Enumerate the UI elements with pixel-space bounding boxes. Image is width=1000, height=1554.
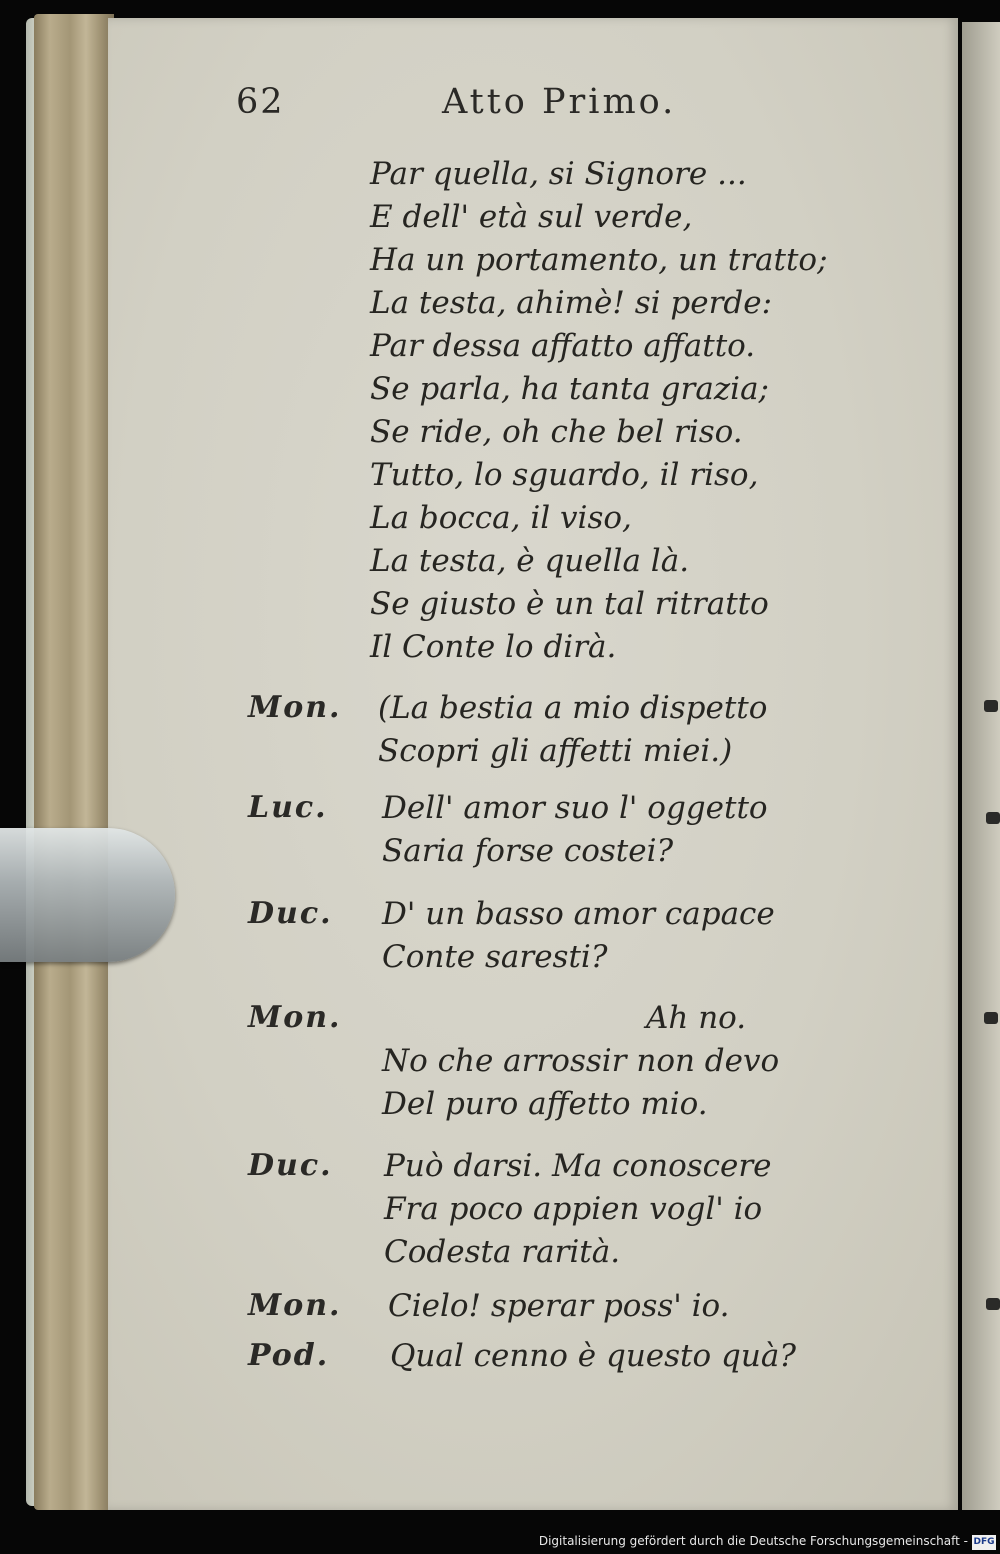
verse-line: Se ride, oh che bel riso. (370, 414, 743, 450)
dialogue-line: Conte saresti? (382, 939, 608, 975)
verse-line: E dell' età sul verde, (370, 199, 693, 235)
dialogue-line: Scopri gli affetti miei.) (378, 733, 733, 769)
dialogue-line: (La bestia a mio dispetto (378, 690, 768, 726)
verse-line: Par quella, si Signore ... (370, 156, 747, 192)
dfg-logo: DFG (972, 1535, 996, 1550)
dialogue-line: Del puro affetto mio. (382, 1086, 708, 1122)
speaker-label: Mon. (248, 1000, 342, 1035)
facing-page-glyph (986, 812, 1000, 824)
running-title: Atto Primo. (442, 82, 677, 122)
page-header (236, 82, 1000, 132)
verse-line: Par dessa affatto affatto. (370, 328, 756, 364)
dialogue-line: Può darsi. Ma conoscere (384, 1148, 772, 1184)
verse-line: La bocca, il viso, (370, 500, 632, 536)
verse-line: La testa, è quella là. (370, 543, 690, 579)
dialogue-line: Codesta rarità. (384, 1234, 621, 1270)
speaker-label: Mon. (248, 1288, 342, 1323)
dialogue-line: Cielo! sperar poss' io. (388, 1288, 730, 1324)
speaker-label: Luc. (248, 790, 328, 825)
speaker-label: Duc. (248, 1148, 333, 1183)
verse-line: Tutto, lo sguardo, il riso, (370, 457, 759, 493)
dialogue-line: Dell' amor suo l' oggetto (382, 790, 768, 826)
verse-line: Se parla, ha tanta grazia; (370, 371, 770, 407)
dialogue-line: Qual cenno è questo quà? (390, 1338, 796, 1374)
speaker-label: Pod. (248, 1338, 330, 1373)
dialogue-line: Ah no. (646, 1000, 747, 1036)
speaker-label: Duc. (248, 896, 333, 931)
dialogue-line: No che arrossir non devo (382, 1043, 780, 1079)
dialogue-line: Saria forse costei? (382, 833, 674, 869)
facing-page-glyph (986, 1298, 1000, 1310)
facing-page-edge (962, 22, 1000, 1510)
verse-line: Ha un portamento, un tratto; (370, 242, 828, 278)
dialogue-line: Fra poco appien vogl' io (384, 1191, 763, 1227)
speaker-label: Mon. (248, 690, 342, 725)
facing-page-glyph (984, 700, 998, 712)
page-stack-edges (34, 14, 114, 1510)
page-clip-bookmark (0, 828, 175, 962)
verse-line: Se giusto è un tal ritratto (370, 586, 769, 622)
page-number: 62 (236, 82, 285, 122)
facing-page-glyph (984, 1012, 998, 1024)
verse-line: La testa, ahimè! si perde: (370, 285, 773, 321)
verse-line: Il Conte lo dirà. (370, 629, 617, 665)
dialogue-line: D' un basso amor capace (382, 896, 775, 932)
digitization-credit: Digitalisierung gefördert durch die Deutsche Forschungsgemeinschaft - (538, 1534, 968, 1548)
